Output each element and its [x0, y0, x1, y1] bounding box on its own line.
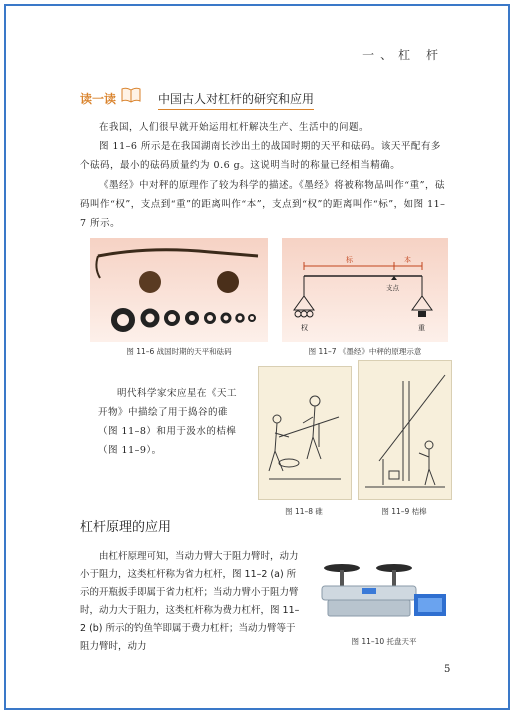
paragraph: 图 11–6 所示是在我国湖南长沙出土的战国时期的天平和砝码。该天平配有多个砝码，最小的砝码质量约为 0.6 g。这说明当时的称量已经相当精确。	[80, 141, 441, 171]
section2-title: 杠杆原理的应用	[80, 520, 172, 535]
book-icon	[120, 86, 142, 104]
figure-well-sweep	[358, 360, 452, 500]
section-title: 中国古人对杠杆的研究和应用	[158, 90, 314, 110]
chapter-header: 一、杠 杆	[362, 48, 444, 62]
balance-weights-illustration	[90, 238, 268, 342]
figure-balance-weights	[90, 238, 268, 342]
section-tag: 读一读	[80, 92, 117, 106]
well-sweep-illustration	[359, 361, 451, 499]
figure-caption: 图 11–9 桔槔	[381, 507, 427, 516]
tray-balance-illustration	[312, 550, 452, 630]
quan-label: 权	[301, 324, 308, 332]
section2-paragraph: 由杠杆原理可知，当动力臂大于阻力臂时，动力小于阻力，这类杠杆称为省力杠杆，图 11–2 (a) 所示的开瓶扳手即属于省力杠杆；当动力臂小于阻力臂时，动力大于阻力，这类杠杆称为费力杠杆，图 11–2 (b) 所示的钓鱼竿即属于费力杠杆；当动力臂等于阻力臂时，动力	[80, 551, 300, 652]
lever-principle-diagram	[282, 238, 448, 342]
ming-paragraph: 明代科学家宋应星在《天工开物》中描绘了用于捣谷的碓（图 11–8）和用于汲水的桔槔（图 11–9）。	[98, 388, 238, 456]
figure-pestle	[258, 366, 352, 500]
ben-label: 本	[404, 256, 411, 264]
figure-caption: 图 11–10 托盘天平	[351, 637, 417, 646]
paragraph: 在我国，人们很早就开始运用杠杆解决生产、生活中的问题。	[99, 122, 370, 133]
biao-label: 标	[346, 256, 353, 264]
fulcrum-label: 支点	[386, 284, 399, 292]
figure-caption: 图 11–7 《墨经》中秤的原理示意	[308, 347, 422, 356]
zhong-label: 重	[418, 324, 425, 332]
paragraph: 《墨经》中对秤的原理作了较为科学的描述。《墨经》将被称物品叫作“重”，砝码叫作“权”，支点到“重”的距离叫作“本”，支点到“权”的距离叫作“标”，如图 11–7 所示。	[80, 180, 446, 229]
figure-caption: 图 11–8 碓	[285, 507, 323, 516]
page-number: 5	[444, 664, 451, 675]
figure-tray-balance	[312, 550, 452, 630]
pestle-illustration	[259, 367, 351, 499]
figure-mojing-diagram	[282, 238, 448, 342]
figure-caption: 图 11–6 战国时期的天平和砝码	[126, 347, 232, 356]
